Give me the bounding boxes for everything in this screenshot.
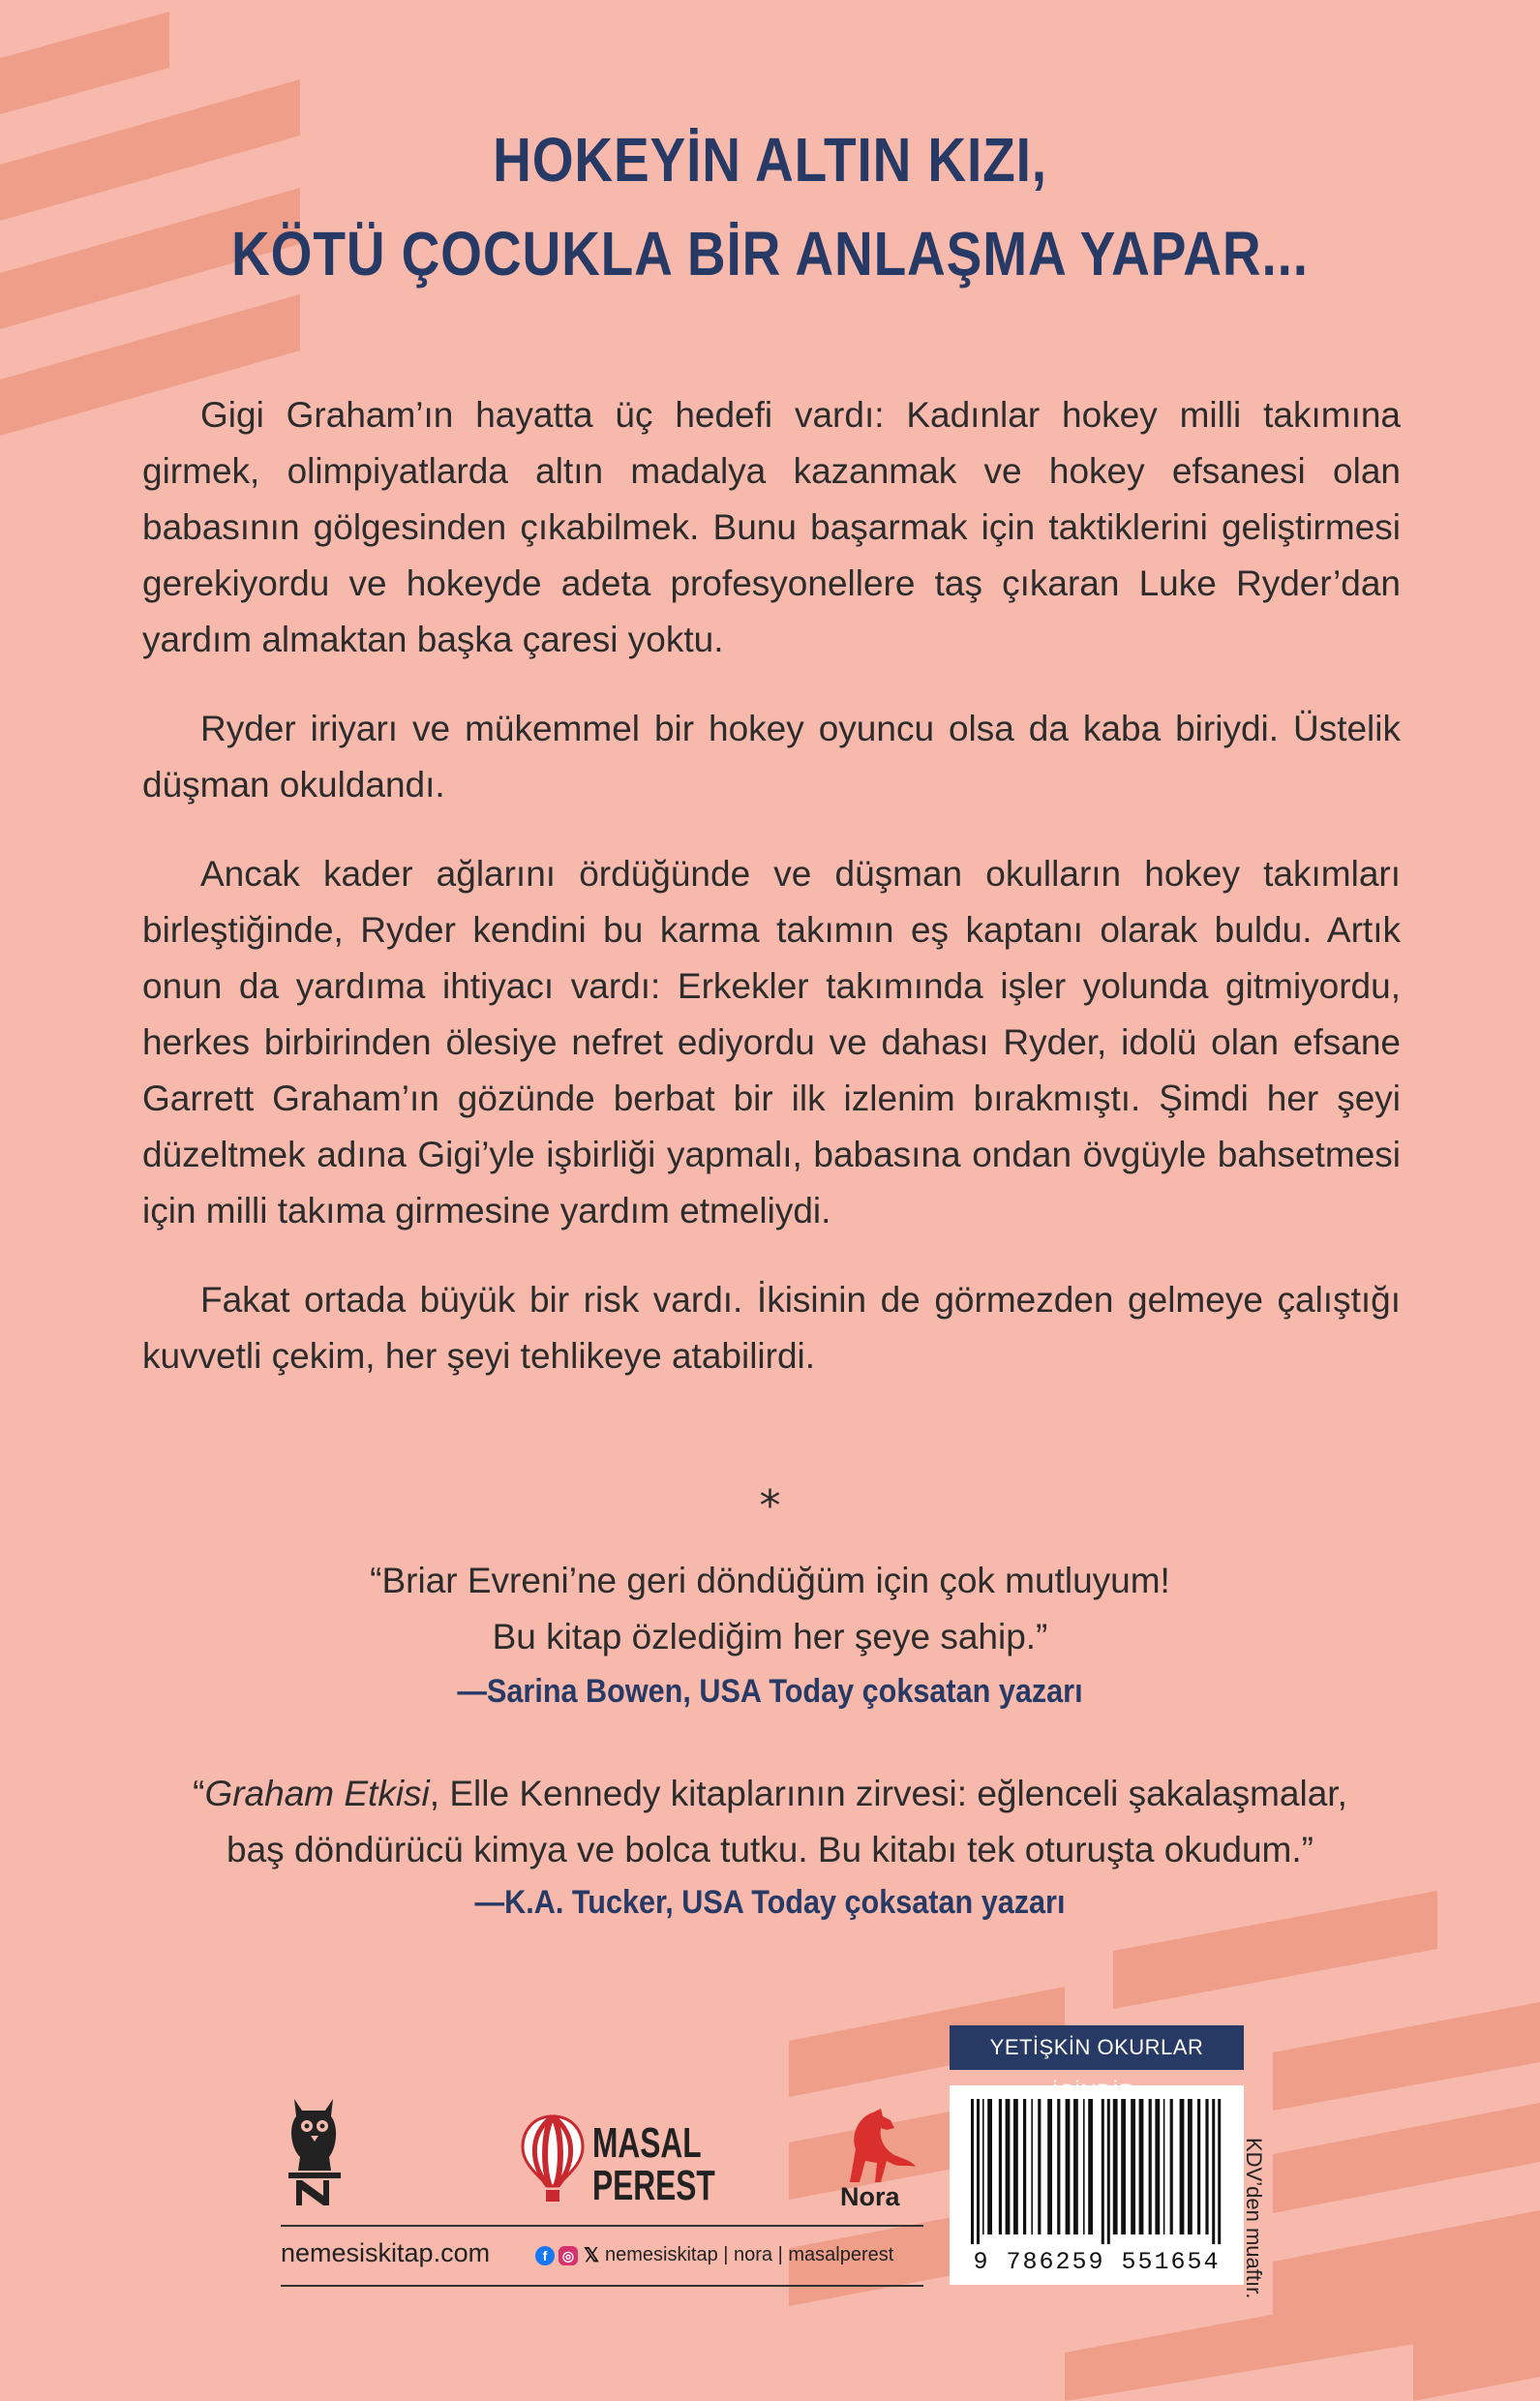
blurb-paragraph-4: Fakat ortada büyük bir risk vardı. İkisinin de görmezden gelmeye çalıştığı kuvvetli çekim, her şeyi tehlikeye atabilirdi. xyxy=(142,1280,1401,1376)
adult-readers-badge: YETİŞKİN OKURLAR xyxy=(950,2025,1244,2070)
barcode-bar xyxy=(1066,2099,1071,2234)
barcode-bar xyxy=(987,2099,992,2234)
barcode-bar xyxy=(971,2099,974,2244)
barcode-bar xyxy=(977,2099,980,2244)
quote-2-book-title: Graham Etkisi xyxy=(204,1774,430,1813)
barcode-bar xyxy=(1180,2099,1185,2234)
masalperest-wordmark-line-2: PEREST xyxy=(592,2162,715,2209)
facebook-icon: f xyxy=(535,2246,555,2265)
quote-2-open-mark: “ xyxy=(193,1774,205,1813)
barcode-bar xyxy=(1057,2099,1060,2234)
quote-1-line-1: “Briar Evreni’ne geri döndüğüm için çok mutluyum! xyxy=(370,1561,1170,1600)
footer-top-rule xyxy=(281,2225,923,2227)
barcode-bar xyxy=(1073,2099,1078,2234)
barcode-bar xyxy=(1013,2099,1018,2234)
barcode-bar xyxy=(1188,2099,1193,2234)
blurb-paragraph-1: Gigi Graham’ın hayatta üç hedefi vardı: Kadınlar hokey milli takımına girmek, olimpiyatlarda altın madalya kazanmak ve hokey efsanesi olan babasının gölgesinden çıkabilmek. Bunu başarmak için taktiklerini geliştirmesi gerekiyordu ve hokeyde adeta profesyonellere taş çıkaran Luke Ryder’dan yardım almaktan başka çaresi yoktu. xyxy=(142,395,1401,659)
barcode-bar xyxy=(1107,2099,1110,2244)
barcode-bar xyxy=(1047,2099,1052,2234)
headline-line-1: HOKEYİN ALTIN KIZI, xyxy=(493,125,1047,195)
tax-exempt-note: KDV’den muaftır. xyxy=(1242,2138,1266,2299)
masalperest-balloon-logo xyxy=(519,2112,587,2205)
barcode-bar xyxy=(1006,2099,1011,2234)
section-separator: * xyxy=(759,1481,781,1531)
nora-dog-logo xyxy=(830,2107,918,2184)
barcode-bar xyxy=(1212,2099,1215,2244)
barcode-bar xyxy=(982,2099,984,2234)
barcode-bar xyxy=(1205,2099,1208,2234)
barcode-bar xyxy=(1197,2099,1200,2234)
quote-2-line-2: baş döndürücü kimya ve bolca tutku. Bu kitabı tek oturuşta okudum.” xyxy=(226,1830,1314,1869)
blurb-paragraph-3: Ancak kader ağlarını ördüğünde ve düşman okulların hokey takımları birleştiğinde, Ryder kendini bu karma takımın eş kaptanı olarak buldu. Artık onun da yardıma ihtiyacı vardı: Erkekler takımında işler yolunda gitmiyordu, herkes birbirinden ölesiye nefret ediyordu ve dahası Ryder, idolü olan efsane Garrett Graham’ın gözünde berbat bir ilk izlenim bırakmıştı. Şimdi her şeyi düzeltmek adına Gigi’yle işbirliği yapmalı, babasına ondan övgüyle bahsetmesi için milli takıma girmesine yardım etmeliydi. xyxy=(142,854,1401,1231)
nemesis-owl-logo xyxy=(281,2093,348,2209)
isbn-number: 9 786259 551654 xyxy=(973,2248,1221,2276)
barcode-bar xyxy=(1149,2099,1152,2234)
social-handles-text: nemesiskitap | nora | masalperest xyxy=(605,2244,894,2265)
barcode-bars xyxy=(950,2085,1244,2250)
barcode-bar xyxy=(1083,2099,1085,2234)
barcode-bar xyxy=(1102,2099,1104,2244)
blurb-paragraph-2: Ryder iriyarı ve mükemmel bir hokey oyuncu olsa da kaba biriydi. Üstelik düşman okuldandı. xyxy=(142,709,1401,805)
barcode-bar xyxy=(1155,2099,1160,2234)
quote-2-line-1 xyxy=(0,1767,1540,1820)
blurb xyxy=(142,387,1401,1417)
quote-2-attribution: —K.A. Tucker, USA Today çoksatan yazarı xyxy=(474,1884,1066,1921)
barcode-bar xyxy=(1170,2099,1173,2234)
website-link[interactable]: nemesiskitap.com xyxy=(281,2238,491,2267)
barcode-bar xyxy=(1088,2099,1093,2234)
footer-bottom-rule xyxy=(281,2285,923,2287)
barcode-bar xyxy=(1139,2099,1144,2234)
isbn-barcode xyxy=(950,2085,1244,2285)
barcode-bar xyxy=(999,2099,1002,2234)
x-icon: 𝕏 xyxy=(583,2244,600,2266)
masalperest-wordmark xyxy=(592,2119,715,2209)
quote-1-attribution: —Sarina Bowen, USA Today çoksatan yazarı xyxy=(457,1673,1083,1710)
masalperest-wordmark-line-1: MASAL xyxy=(592,2119,702,2167)
barcode-bar xyxy=(1218,2099,1221,2244)
barcode-bar xyxy=(1113,2099,1118,2234)
barcode-bar xyxy=(1163,2099,1165,2234)
barcode-bar xyxy=(1023,2099,1026,2234)
quote-2-line-1-rest: , Elle Kennedy kitaplarının zirvesi: eğlenceli şakalaşmalar, xyxy=(429,1774,1347,1813)
instagram-icon: ◎ xyxy=(559,2246,578,2265)
social-handles[interactable] xyxy=(535,2244,893,2266)
barcode-bar xyxy=(1131,2099,1135,2234)
headline-line-2: KÖTÜ ÇOCUKLA BİR ANLAŞMA YAPAR... xyxy=(231,219,1309,289)
barcode-bar xyxy=(1121,2099,1126,2234)
quote-1-line-2: Bu kitap özlediğim her şeye sahip.” xyxy=(492,1617,1048,1656)
barcode-bar xyxy=(1031,2099,1033,2234)
nora-wordmark: Nora xyxy=(840,2182,900,2211)
barcode-bar xyxy=(1038,2099,1041,2234)
